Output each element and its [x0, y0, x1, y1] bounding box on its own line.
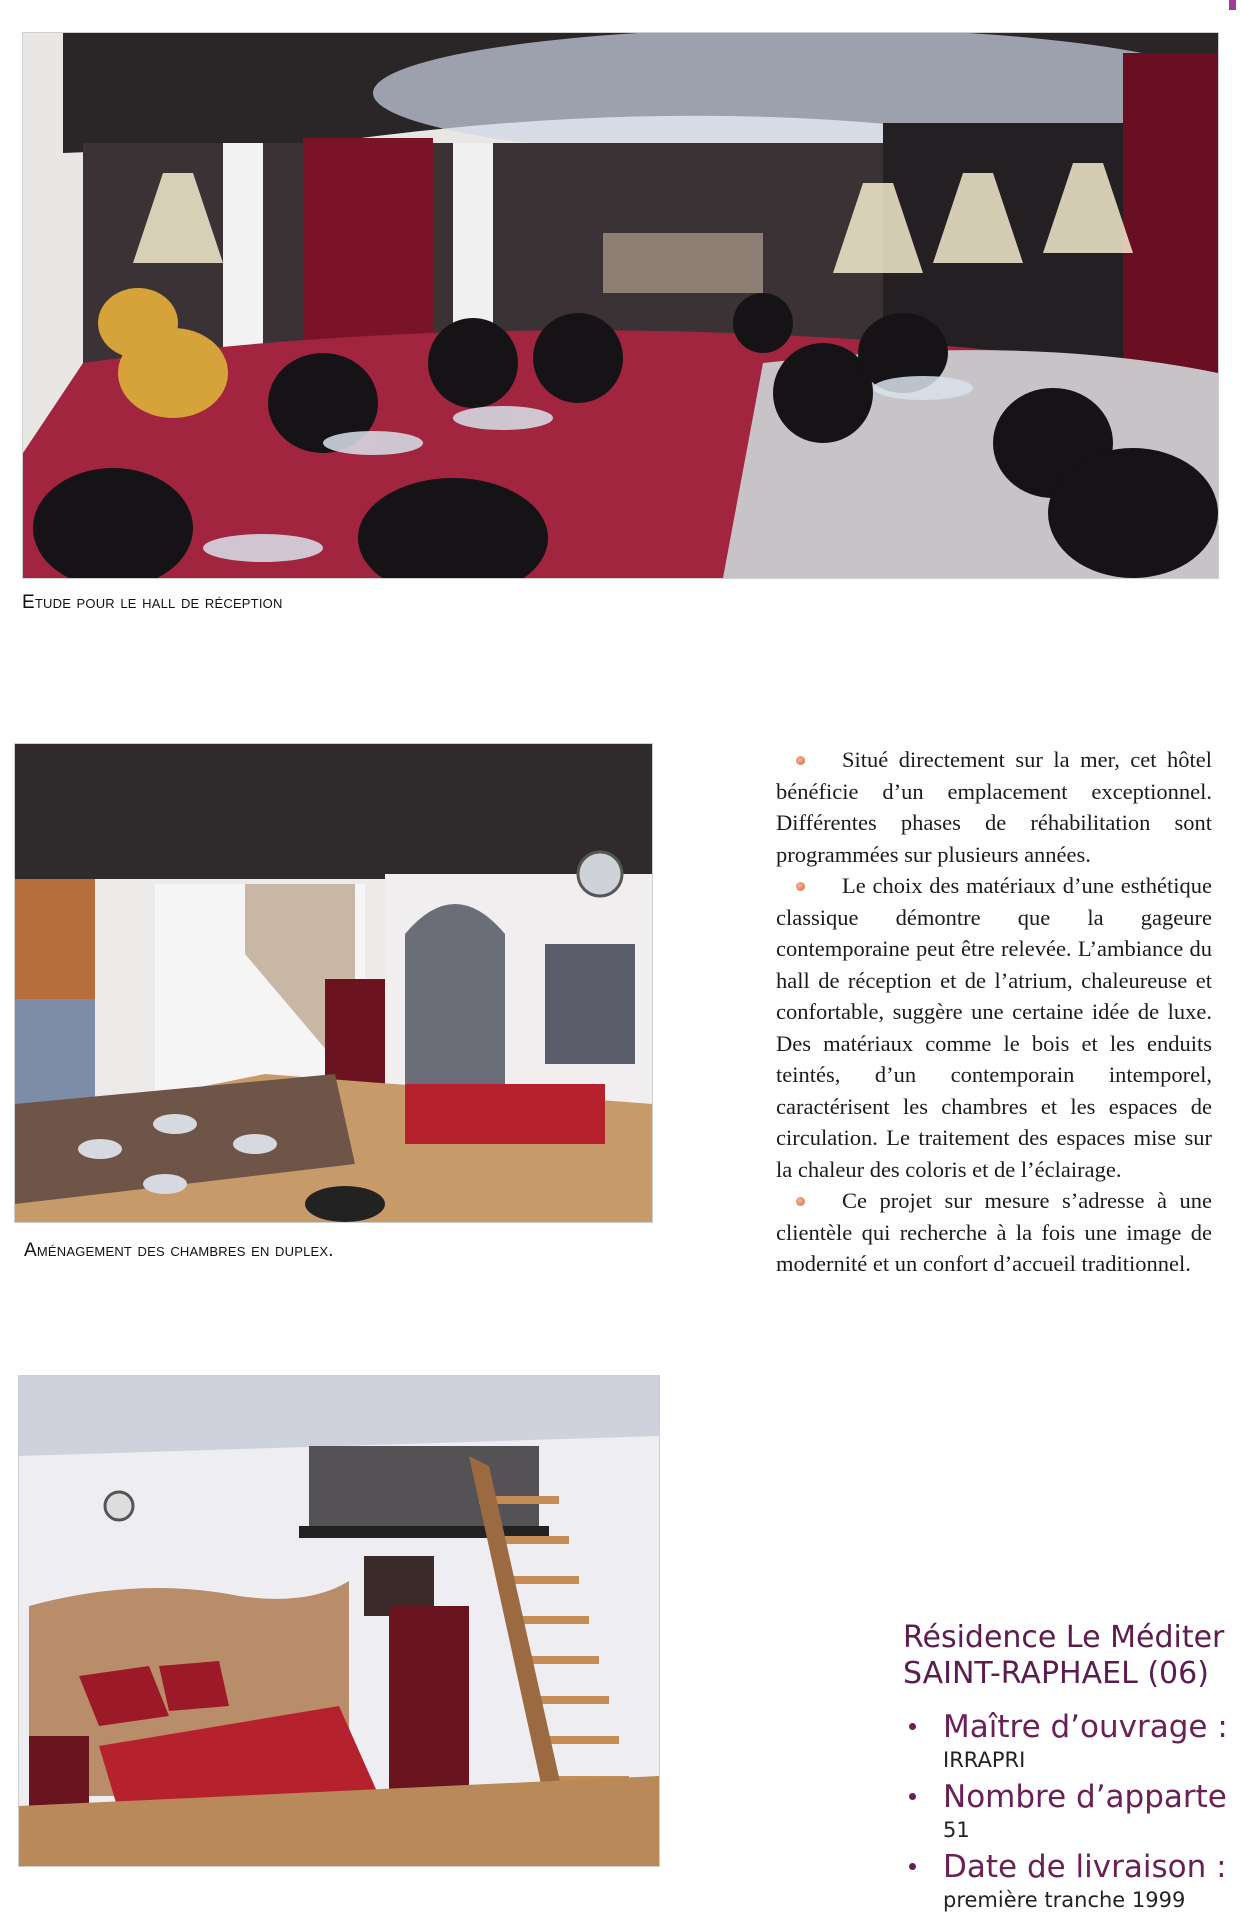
bullet-icon — [796, 756, 805, 765]
project-info — [903, 1620, 1241, 1918]
fact-label: Maître d’ouvrage : — [943, 1709, 1228, 1745]
project-description — [776, 744, 1212, 1280]
project-location: SAINT-RAPHAEL (06) — [903, 1656, 1209, 1691]
fact-value: première tranche 1999 — [943, 1888, 1186, 1912]
hall-caption: Etude pour le hall de réception — [22, 592, 283, 613]
paragraph-text: Situé directement sur la mer, cet hôtel bénéficie d’un emplacement exceptionnel. Différentes phases de réhabilitation sont programmées sur plusieurs années. — [776, 747, 1212, 867]
description-paragraph — [776, 870, 1212, 1185]
paragraph-text: Ce projet sur mesure s’adresse à une clientèle qui recherche à la fois une image de modernité et un confort d’accueil traditionnel. — [776, 1188, 1212, 1276]
description-paragraph — [776, 744, 1212, 870]
duplex-caption: Aménagement des chambres en duplex. — [24, 1240, 334, 1261]
fact-item-apartments — [903, 1778, 1241, 1844]
hall-illustration — [22, 32, 1219, 579]
project-facts-list — [903, 1708, 1241, 1914]
mezzanine-bedroom-illustration — [18, 1375, 660, 1867]
fact-item-delivery — [903, 1848, 1241, 1914]
paragraph-text: Le choix des matériaux d’une esthétique classique démontre que la gageure contemporaine peut être relevée. L’ambiance du hall de réception et de l’atrium, chaleureuse et confortable, suggère une certaine idée de luxe. Des matériaux comme le bois et les enduits teintés, d’un contemporain intemporel, caractérisent les chambres et les espaces de circulation. Le traitement des espaces mise sur la chaleur des coloris et de l’éclairage. — [776, 873, 1212, 1182]
corner-accent-mark — [1229, 0, 1236, 10]
fact-value: 51 — [943, 1818, 970, 1842]
fact-item-client — [903, 1708, 1241, 1774]
fact-value: IRRAPRI — [943, 1748, 1026, 1772]
project-name: Résidence Le Méditer — [903, 1620, 1225, 1655]
bullet-icon — [796, 1197, 805, 1206]
bullet-icon — [796, 882, 805, 891]
duplex-room-illustration — [14, 743, 653, 1223]
fact-label: Nombre d’apparte — [943, 1779, 1227, 1815]
fact-label: Date de livraison : — [943, 1849, 1227, 1885]
description-paragraph — [776, 1185, 1212, 1280]
